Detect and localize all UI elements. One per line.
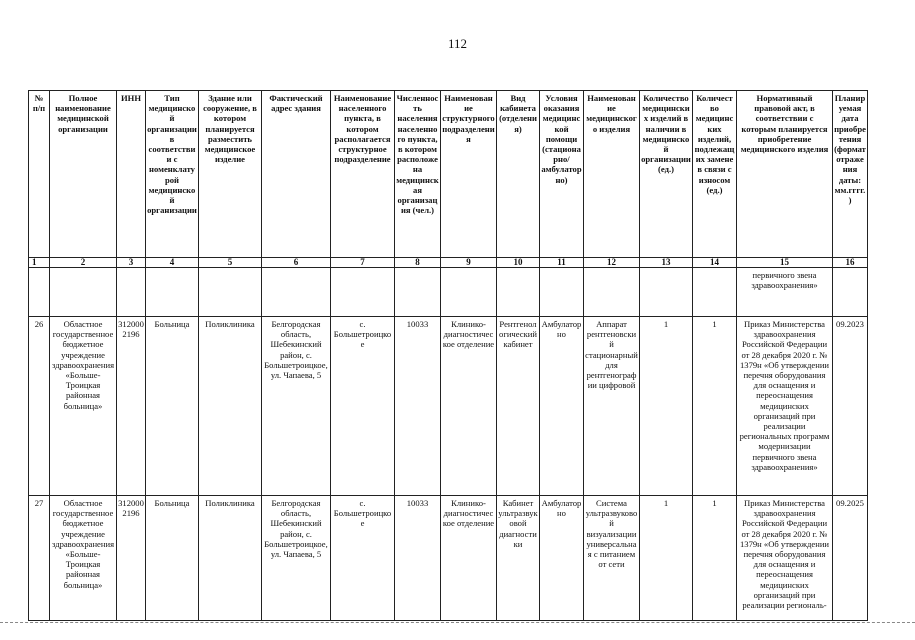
col-header: ИНН: [117, 91, 146, 258]
col-header: Нормативный правовой акт, в соответствии с которым планируется приобретение медицинского изделия: [737, 91, 833, 258]
cabinet: Кабинет ультразвуковой диагностики: [497, 496, 540, 621]
qty-replace: 1: [693, 317, 737, 496]
column-number: 16: [833, 258, 868, 268]
planned-date: 09.2023: [833, 317, 868, 496]
column-number-row: [29, 258, 868, 268]
col-header: Наименование медицинского изделия: [584, 91, 640, 258]
population: 10033: [395, 317, 441, 496]
column-number: 9: [441, 258, 497, 268]
inn: 3120002196: [117, 496, 146, 621]
column-number: 12: [584, 258, 640, 268]
col-header: Полное наименование медицинской организации: [50, 91, 117, 258]
org-type: Больница: [146, 496, 199, 621]
col-header: Тип медицинской организации в соответствии с номенклатурой медицинской организации: [146, 91, 199, 258]
conditions: Амбулаторно: [540, 317, 584, 496]
row-number: 26: [29, 317, 50, 496]
column-number: 13: [640, 258, 693, 268]
col-header: Условия оказания медицинской помощи (стационарно/ амбулаторно): [540, 91, 584, 258]
column-number: 2: [50, 258, 117, 268]
cabinet: Рентгенологический кабинет: [497, 317, 540, 496]
column-number: 10: [497, 258, 540, 268]
col-header: Планируемая дата приобретения (формат отражения даты: мм.гггг.): [833, 91, 868, 258]
legal-act: Приказ Министерства здравоохранения Российской Федерации от 28 декабря 2020 г. № 1379н «Об утверждении перечня оборудования для оснащения и переоснащения медицинских организаций при реализации региональных программ модернизации первичного звена здравоохранения»: [737, 317, 833, 496]
col-header: № п/п: [29, 91, 50, 258]
unit: Клинико-диагностическое отделение: [441, 317, 497, 496]
column-number: 8: [395, 258, 441, 268]
continuation-row: [29, 268, 868, 317]
inn: 3120002196: [117, 317, 146, 496]
device: Система ультразвуковой визуализации универсальная с питанием от сети: [584, 496, 640, 621]
address: Белгородская область, Шебекинский район, с. Большетроицкое, ул. Чапаева, 5: [262, 317, 331, 496]
column-number: 5: [199, 258, 262, 268]
qty-replace: 1: [693, 496, 737, 621]
header-row: [29, 91, 868, 258]
column-number: 4: [146, 258, 199, 268]
qty-have: 1: [640, 496, 693, 621]
legal-act: Приказ Министерства здравоохранения Российской Федерации от 28 декабря 2020 г. № 1379н «Об утверждении перечня оборудования для оснащения и переоснащения медицинских организаций при реализации региональ-: [737, 496, 833, 621]
col-header: Численность населения населенного пункта, в котором расположена медицинская организация (чел.): [395, 91, 441, 258]
address: Белгородская область, Шебекинский район, с. Большетроицкое, ул. Чапаева, 5: [262, 496, 331, 621]
column-number: 7: [331, 258, 395, 268]
building: Поликлиника: [199, 496, 262, 621]
col-header: Количество медицинских изделий в наличии в медицинской организации (ед.): [640, 91, 693, 258]
settlement: с. Большетроицкое: [331, 317, 395, 496]
unit: Клинико-диагностическое отделение: [441, 496, 497, 621]
equipment-table: [28, 90, 868, 621]
qty-have: 1: [640, 317, 693, 496]
continuation-text: первичного звена здравоохранения»: [737, 268, 833, 317]
col-header: Наименование населенного пункта, в котором располагается структурное подразделение: [331, 91, 395, 258]
column-number: 15: [737, 258, 833, 268]
table-row: [29, 496, 868, 621]
org-name: Областное государственное бюджетное учреждение здравоохранения «Больше-Троицкая районная больница»: [50, 317, 117, 496]
col-header: Здание или сооружение, в котором планируется разместить медицинское изделие: [199, 91, 262, 258]
column-number: 14: [693, 258, 737, 268]
col-header: Наименование структурного подразделения: [441, 91, 497, 258]
planned-date: 09.2025: [833, 496, 868, 621]
column-number: 3: [117, 258, 146, 268]
building: Поликлиника: [199, 317, 262, 496]
column-number: 6: [262, 258, 331, 268]
conditions: Амбулаторно: [540, 496, 584, 621]
table-row: [29, 317, 868, 496]
page-number: 112: [447, 36, 468, 51]
device: Аппарат рентгеновский стационарный для рентгенографии цифровой: [584, 317, 640, 496]
settlement: с. Большетроицкое: [331, 496, 395, 621]
org-name: Областное государственное бюджетное учреждение здравоохранения «Больше-Троицкая районная больница»: [50, 496, 117, 621]
col-header: Количество медицинских изделий, подлежащих замене в связи с износом (ед.): [693, 91, 737, 258]
col-header: Фактический адрес здания: [262, 91, 331, 258]
column-number: 1: [29, 258, 50, 268]
column-number: 11: [540, 258, 584, 268]
org-type: Больница: [146, 317, 199, 496]
col-header: Вид кабинета (отделения): [497, 91, 540, 258]
population: 10033: [395, 496, 441, 621]
row-number: 27: [29, 496, 50, 621]
page-edge: [0, 622, 915, 623]
